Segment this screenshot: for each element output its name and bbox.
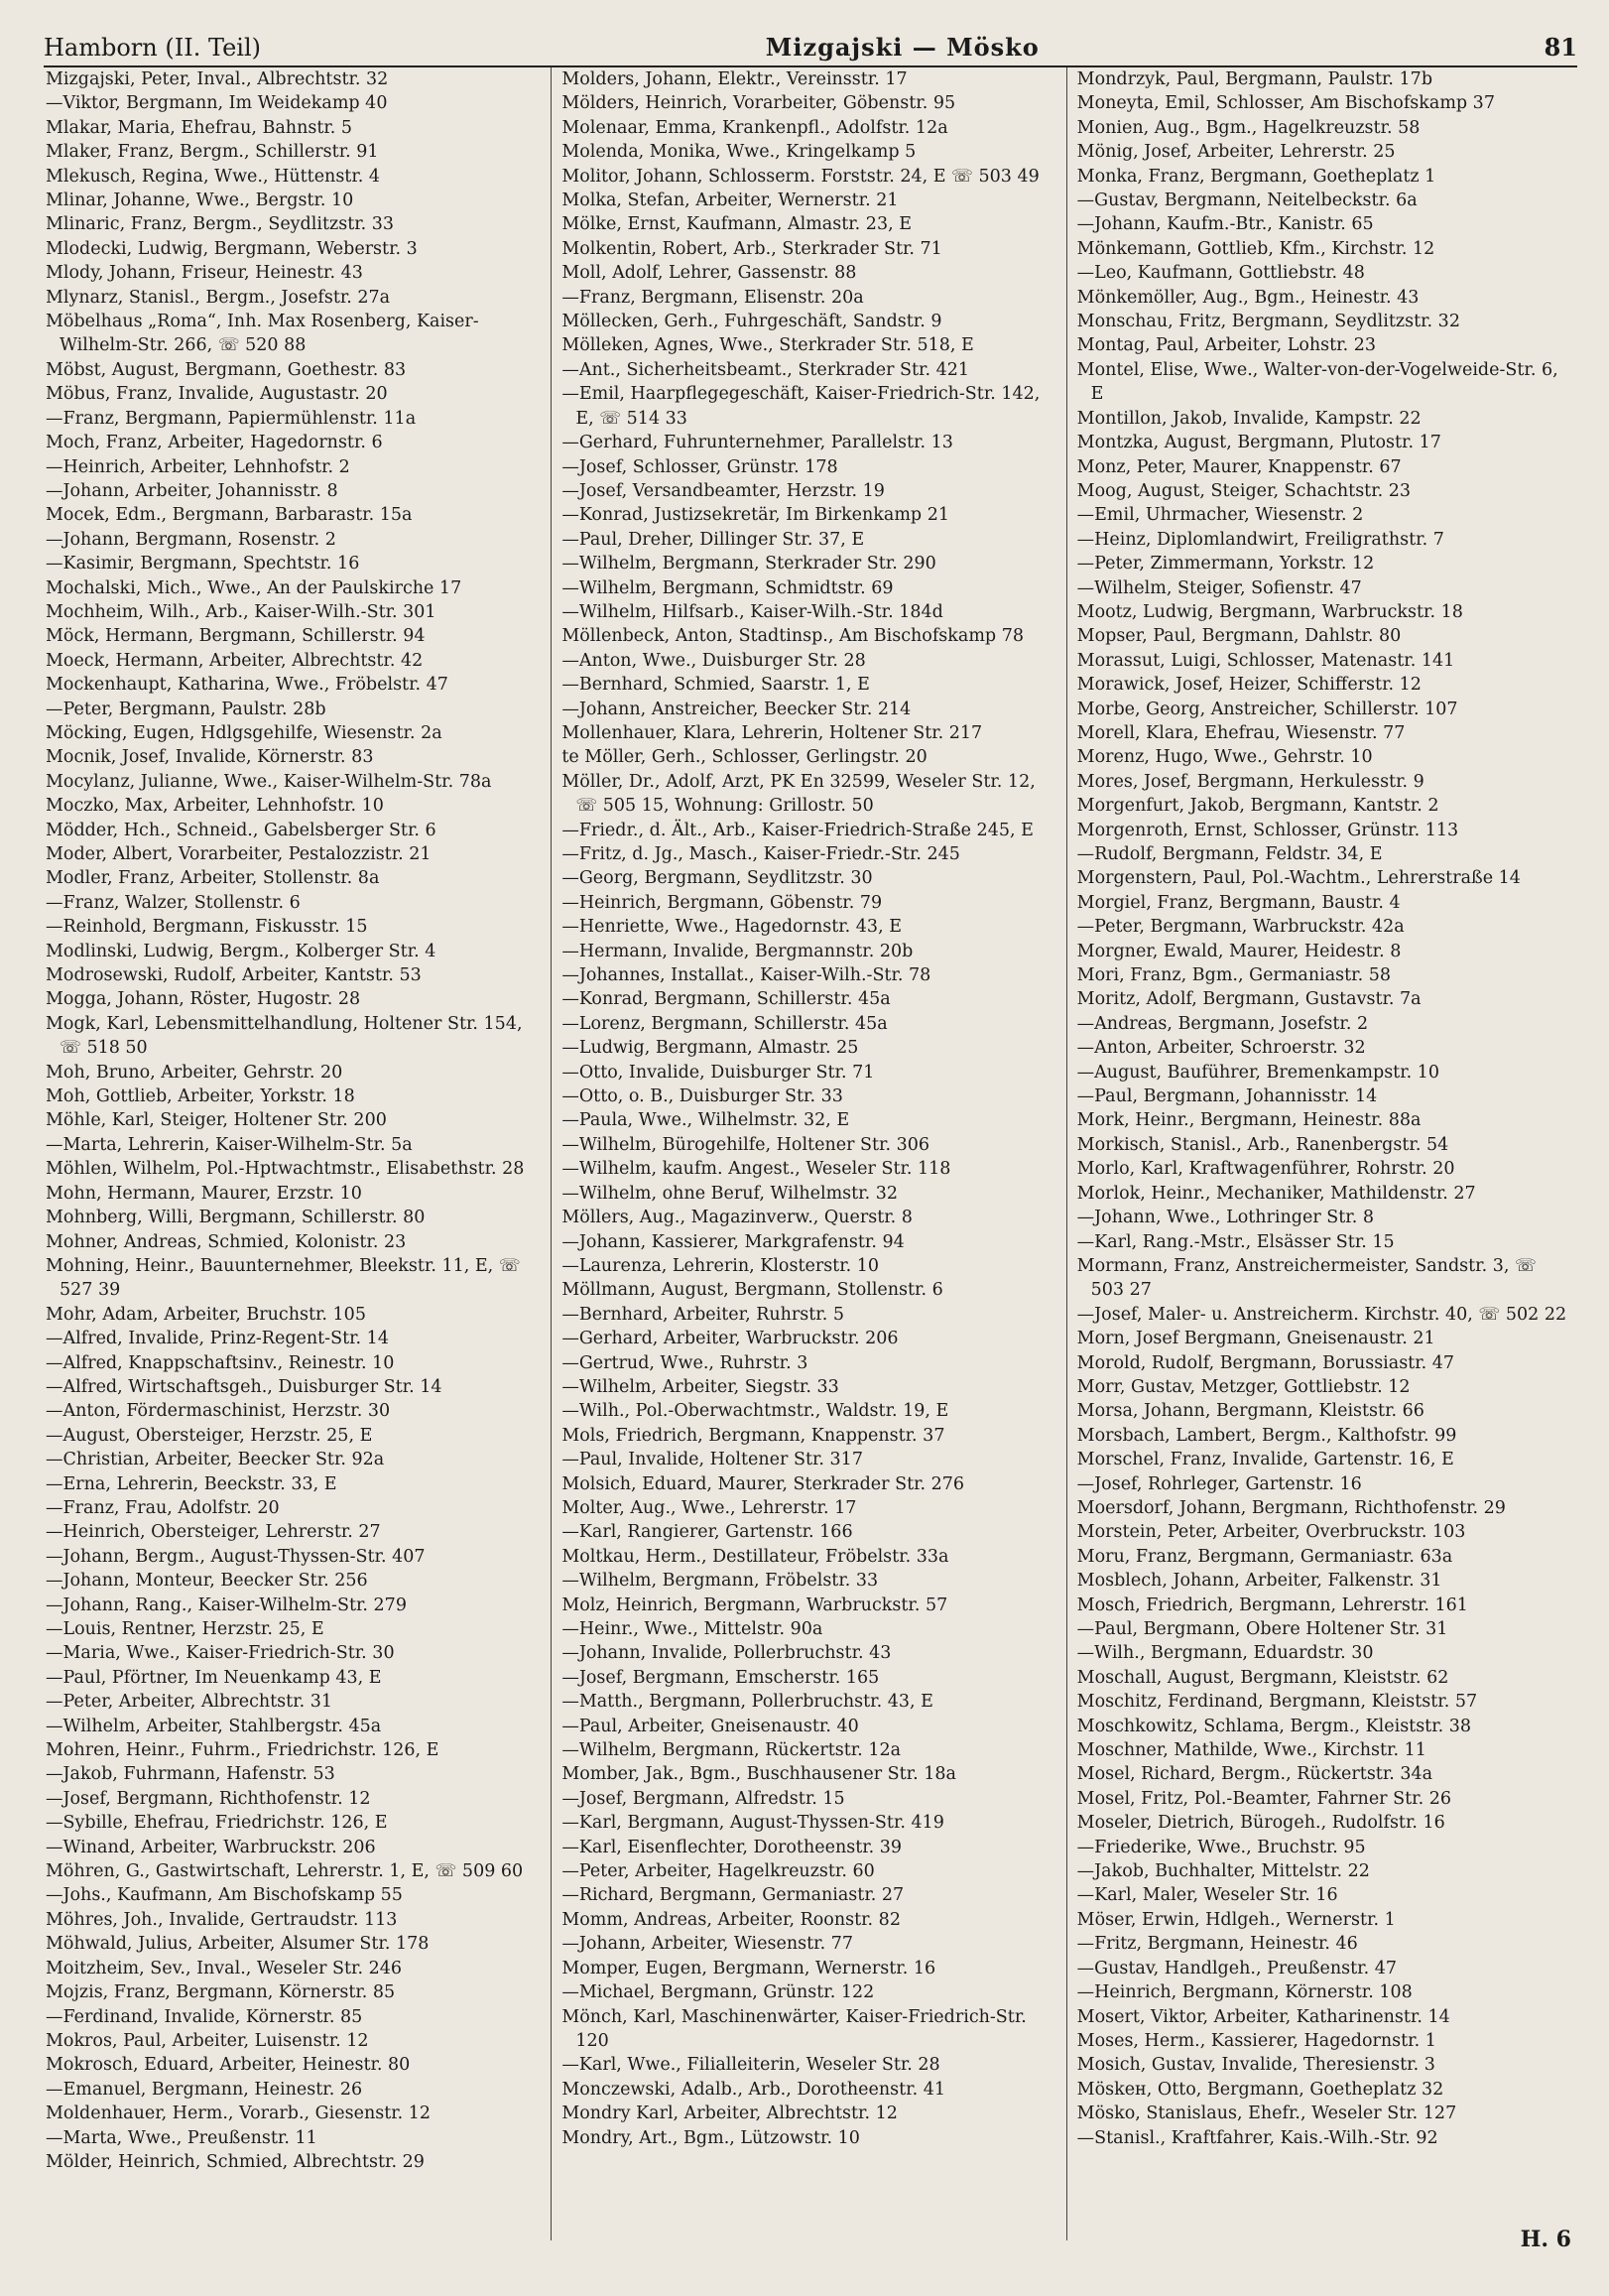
directory-entry: Moseler, Dietrich, Bürogeh., Rudolfstr. 16 — [1076, 1813, 1445, 1834]
directory-entry: —Paul, Pförtner, Im Neuenkamp 43, E — [46, 1667, 382, 1688]
directory-entry: —Alfred, Knappschaftsinv., Reinestr. 10 — [46, 1352, 395, 1373]
directory-entry: —Bernhard, Arbeiter, Ruhrstr. 5 — [561, 1304, 844, 1325]
directory-entry: Moch, Franz, Arbeiter, Hagedornstr. 6 — [46, 433, 383, 453]
header-range: Mizgajski — Mösko — [765, 33, 1040, 62]
directory-entry: Montzka, August, Bergmann, Plutostr. 17 — [1076, 433, 1441, 453]
directory-entry: —Leo, Kaufmann, Gottliebstr. 48 — [1076, 263, 1365, 284]
directory-entry: Morawick, Josef, Heizer, Schifferstr. 12 — [1076, 675, 1422, 696]
directory-entry: —Peter, Bergmann, Warbruckstr. 42a — [1076, 917, 1405, 938]
directory-entry: Moschkowitz, Schlama, Bergm., Kleiststr. 38 — [1076, 1716, 1472, 1736]
directory-entry: Mohner, Andreas, Schmied, Kolonistr. 23 — [46, 1231, 407, 1252]
directory-entry: Mölleken, Agnes, Wwe., Sterkrader Str. 518, E — [561, 335, 974, 356]
directory-entry: Morgiel, Franz, Bergmann, Baustr. 4 — [1076, 892, 1401, 913]
directory-entry: —Karl, Bergmann, August-Thyssen-Str. 419 — [561, 1813, 944, 1834]
directory-entry: Mlodecki, Ludwig, Bergmann, Weberstr. 3 — [46, 238, 418, 259]
directory-entry: Morn, Josef Bergmann, Gneisenaustr. 21 — [1076, 1329, 1435, 1349]
directory-entry: —Johann, Arbeiter, Johannisstr. 8 — [46, 480, 338, 501]
directory-entry: Mojzis, Franz, Bergmann, Körnerstr. 85 — [46, 1982, 396, 2003]
directory-entry: Mocylanz, Julianne, Wwe., Kaiser-Wilhelm-Str. 78a — [46, 771, 492, 792]
directory-entry: Mormann, Franz, Anstreichermeister, Sandstr. 3, ☏ 503 27 — [1076, 1255, 1537, 1301]
directory-entry: Mori, Franz, Bgm., Germaniastr. 58 — [1076, 965, 1391, 986]
directory-entry: —Karl, Rangierer, Gartenstr. 166 — [561, 1522, 853, 1543]
directory-entry: —Franz, Bergmann, Elisenstr. 20a — [561, 287, 864, 308]
directory-entry: Mosel, Richard, Bergm., Rückertstr. 34a — [1076, 1764, 1433, 1785]
directory-entry: te Möller, Gerh., Schlosser, Gerlingstr. 20 — [561, 747, 928, 768]
directory-entry: Morgner, Ewald, Maurer, Heidestr. 8 — [1076, 941, 1402, 961]
directory-entry: Molsich, Eduard, Maurer, Sterkrader Str. 276 — [561, 1473, 965, 1494]
directory-entry: —Franz, Walzer, Stollenstr. 6 — [46, 892, 301, 913]
directory-entry: Mochalski, Mich., Wwe., An der Paulskirche 17 — [46, 577, 462, 598]
directory-entry: Möskeн, Otto, Bergmann, Goetheplatz 32 — [1076, 2079, 1444, 2100]
directory-entry: —Johann, Wwe., Lothringer Str. 8 — [1076, 1208, 1374, 1228]
directory-entry: —Kasimir, Bergmann, Spechtstr. 16 — [46, 554, 360, 574]
directory-entry: Molter, Aug., Wwe., Lehrerstr. 17 — [561, 1497, 857, 1518]
directory-entry: Moersdorf, Johann, Bergmann, Richthofenstr. 29 — [1076, 1497, 1506, 1518]
directory-entry: —Friederike, Wwe., Bruchstr. 95 — [1076, 1837, 1366, 1857]
directory-entry: Mlinar, Johanne, Wwe., Bergstr. 10 — [46, 191, 354, 211]
directory-entry: Mohnberg, Willi, Bergmann, Schillerstr. 80 — [46, 1208, 426, 1228]
directory-entry: —Heinrich, Obersteiger, Lehrerstr. 27 — [46, 1522, 381, 1543]
directory-entry: —Karl, Maler, Weseler Str. 16 — [1076, 1885, 1338, 1906]
directory-entry: —Friedr., d. Ält., Arb., Kaiser-Friedrich-Straße 245, E — [561, 820, 1034, 840]
directory-entry: —Henriette, Wwe., Hagedornstr. 43, E — [561, 917, 902, 938]
directory-entry: Momber, Jak., Bgm., Buschhausener Str. 18a — [561, 1764, 956, 1785]
directory-entry: —Alfred, Invalide, Prinz-Regent-Str. 14 — [46, 1329, 389, 1349]
directory-entry: —August, Bauführer, Bremenkampstr. 10 — [1076, 1062, 1440, 1083]
directory-entry: Mlinaric, Franz, Bergm., Seydlitzstr. 33 — [46, 214, 395, 235]
directory-entry: —Josef, Maler- u. Anstreicherm. Kirchstr. 40, ☏ 502 22 — [1076, 1304, 1567, 1325]
directory-entry: —Gerhard, Fuhrunternehmer, Parallelstr. 13 — [561, 433, 953, 453]
directory-entry: Modlinski, Ludwig, Bergm., Kolberger Str. 4 — [46, 941, 436, 961]
directory-entry: Mosel, Fritz, Pol.-Beamter, Fahrner Str. 26 — [1076, 1788, 1451, 1809]
directory-entry: Mosert, Viktor, Arbeiter, Katharinenstr. 14 — [1076, 2006, 1450, 2027]
directory-entry: —Heinz, Diplomlandwirt, Freiligrathstr. 7 — [1076, 529, 1444, 550]
directory-entry: —Wilhelm, Bergmann, Schmidtstr. 69 — [561, 577, 894, 598]
directory-entry: Molz, Heinrich, Bergmann, Warbruckstr. 57 — [561, 1594, 948, 1615]
directory-entry: —Heinr., Wwe., Mittelstr. 90a — [561, 1619, 823, 1639]
column-2 — [551, 67, 1065, 2240]
directory-entry: —Johann, Kaufm.-Btr., Kanistr. 65 — [1076, 214, 1374, 235]
directory-entry: —August, Obersteiger, Herzstr. 25, E — [46, 1425, 373, 1446]
sheet-signature: H. 6 — [1520, 2227, 1571, 2252]
directory-entry: —Richard, Bergmann, Germaniastr. 27 — [561, 1885, 905, 1906]
directory-entry: Morstein, Peter, Arbeiter, Overbruckstr. 103 — [1076, 1522, 1466, 1543]
directory-entry: —Konrad, Bergmann, Schillerstr. 45a — [561, 989, 891, 1010]
directory-entry: —Fritz, d. Jg., Masch., Kaiser-Friedr.-Str. 245 — [561, 844, 960, 864]
directory-entry: —Hermann, Invalide, Bergmannstr. 20b — [561, 941, 914, 961]
directory-entry: Morenz, Hugo, Wwe., Gehrstr. 10 — [1076, 747, 1373, 768]
directory-entry: —Wilhelm, Hilfsarb., Kaiser-Wilh.-Str. 184d — [561, 601, 943, 622]
directory-entry: —Franz, Bergmann, Papiermühlenstr. 11a — [46, 408, 417, 429]
directory-entry: —Wilhelm, Bergmann, Rückertstr. 12a — [561, 1740, 902, 1761]
directory-entry: Mönkemann, Gottlieb, Kfm., Kirchstr. 12 — [1076, 238, 1435, 259]
directory-entry: Mootz, Ludwig, Bergmann, Warbruckstr. 18 — [1076, 601, 1463, 622]
directory-entry: —Josef, Versandbeamter, Herzstr. 19 — [561, 480, 885, 501]
directory-entry: Mlakar, Maria, Ehefrau, Bahnstr. 5 — [46, 117, 353, 138]
directory-entry: —Heinrich, Bergmann, Göbenstr. 79 — [561, 892, 883, 913]
directory-entry: —Paul, Bergmann, Johannisstr. 14 — [1076, 1086, 1378, 1107]
directory-entry: —Erna, Lehrerin, Beeckstr. 33, E — [46, 1473, 337, 1494]
directory-entry: Mondry Karl, Arbeiter, Albrechtstr. 12 — [561, 2104, 898, 2124]
directory-entry: Morr, Gustav, Metzger, Gottliebstr. 12 — [1076, 1376, 1411, 1397]
directory-entry: —Karl, Rang.-Mstr., Elsässer Str. 15 — [1076, 1231, 1395, 1252]
directory-entry: Mork, Heinr., Bergmann, Heinestr. 88a — [1076, 1110, 1422, 1131]
directory-entry: —Johann, Invalide, Pollerbruchstr. 43 — [561, 1643, 892, 1664]
directory-entry: —Gerhard, Arbeiter, Warbruckstr. 206 — [561, 1329, 899, 1349]
directory-entry: Montillon, Jakob, Invalide, Kampstr. 22 — [1076, 408, 1422, 429]
directory-entry: Morold, Rudolf, Bergmann, Borussiastr. 47 — [1076, 1352, 1455, 1373]
directory-entry: Mochheim, Wilh., Arb., Kaiser-Wilh.-Str. 301 — [46, 601, 436, 622]
page-number: 81 — [1544, 33, 1577, 62]
directory-entry: Mocek, Edm., Bergmann, Barbarastr. 15a — [46, 505, 413, 526]
directory-entry: Moog, August, Steiger, Schachtstr. 23 — [1076, 480, 1412, 501]
directory-entry: Mopser, Paul, Bergmann, Dahlstr. 80 — [1076, 626, 1402, 647]
directory-entry: —Wilhelm, Bürogehilfe, Holtener Str. 306 — [561, 1134, 929, 1155]
directory-entry: Möhren, G., Gastwirtschaft, Lehrerstr. 1, E, ☏ 509 60 — [46, 1861, 524, 1882]
directory-entry: —Christian, Arbeiter, Beecker Str. 92a — [46, 1450, 385, 1470]
directory-entry: Mölke, Ernst, Kaufmann, Almastr. 23, E — [561, 214, 912, 235]
directory-entry: Morlok, Heinr., Mechaniker, Mathildenstr. 27 — [1076, 1183, 1476, 1204]
directory-entry: Mollenhauer, Klara, Lehrerin, Holtener Str. 217 — [561, 722, 983, 743]
directory-entry: —Lorenz, Bergmann, Schillerstr. 45a — [561, 1013, 888, 1034]
directory-entry: Möhlen, Wilhelm, Pol.-Hptwachtmstr., Elisabethstr. 28 — [46, 1159, 525, 1180]
directory-entry: Molitor, Johann, Schlosserm. Forststr. 24, E ☏ 503 49 — [561, 166, 1040, 187]
directory-entry: —Wilh., Bergmann, Eduardstr. 30 — [1076, 1643, 1374, 1664]
directory-entry: Moschitz, Ferdinand, Bergmann, Kleiststr. 57 — [1076, 1692, 1478, 1713]
directory-entry: Molkentin, Robert, Arb., Sterkrader Str. 71 — [561, 238, 942, 259]
directory-entry: —Michael, Bergmann, Grünstr. 122 — [561, 1982, 875, 2003]
directory-entry: —Ant., Sicherheitsbeamt., Sterkrader Str. 421 — [561, 359, 970, 380]
directory-entry: —Emil, Haarpflegegeschäft, Kaiser-Friedrich-Str. 142, E, ☏ 514 33 — [561, 384, 1041, 429]
directory-entry: —Johann, Bergm., August-Thyssen-Str. 407 — [46, 1546, 426, 1567]
directory-entry: —Bernhard, Schmied, Saarstr. 1, E — [561, 675, 870, 696]
directory-entry: Mönig, Josef, Arbeiter, Lehrerstr. 25 — [1076, 142, 1396, 163]
directory-entry: —Marta, Lehrerin, Kaiser-Wilhelm-Str. 5a — [46, 1134, 413, 1155]
directory-entry: Mocnik, Josef, Invalide, Körnerstr. 83 — [46, 747, 374, 768]
directory-entry: Morell, Klara, Ehefrau, Wiesenstr. 77 — [1076, 722, 1406, 743]
directory-entry: —Johann, Rang., Kaiser-Wilhelm-Str. 279 — [46, 1594, 407, 1615]
directory-entry: —Peter, Arbeiter, Hagelkreuzstr. 60 — [561, 1861, 875, 1882]
directory-entry: Möllers, Aug., Magazinverw., Querstr. 8 — [561, 1208, 913, 1228]
directory-entry: —Reinhold, Bergmann, Fiskusstr. 15 — [46, 917, 368, 938]
directory-entry: Morsbach, Lambert, Bergm., Kalthofstr. 99 — [1076, 1425, 1457, 1446]
directory-entry: Mohren, Heinr., Fuhrm., Friedrichstr. 126, E — [46, 1740, 439, 1761]
directory-entry: —Paul, Bergmann, Obere Holtener Str. 31 — [1076, 1619, 1448, 1639]
directory-entry: —Viktor, Bergmann, Im Weidekamp 40 — [46, 93, 388, 114]
directory-entry: Mogk, Karl, Lebensmittelhandlung, Holtener Str. 154, ☏ 518 50 — [46, 1013, 523, 1059]
directory-entry: —Otto, Invalide, Duisburger Str. 71 — [561, 1062, 875, 1083]
directory-entry: —Jakob, Buchhalter, Mittelstr. 22 — [1076, 1861, 1370, 1882]
directory-entry: —Josef, Schlosser, Grünstr. 178 — [561, 456, 838, 477]
directory-entry: —Wilhelm, Arbeiter, Stahlbergstr. 45a — [46, 1716, 382, 1736]
directory-entry: Möcking, Eugen, Hdlgsgehilfe, Wiesenstr. 2a — [46, 722, 442, 743]
directory-entry: Moschall, August, Bergmann, Kleiststr. 62 — [1076, 1667, 1449, 1688]
directory-entry: Moitzheim, Sev., Inval., Weseler Str. 246 — [46, 1958, 403, 1978]
directory-entry: Mohn, Hermann, Maurer, Erzstr. 10 — [46, 1183, 362, 1204]
directory-entry: Monka, Franz, Bergmann, Goetheplatz 1 — [1076, 166, 1436, 187]
directory-entry: —Heinrich, Bergmann, Körnerstr. 108 — [1076, 1982, 1413, 2003]
directory-entry: —Johs., Kaufmann, Am Bischofskamp 55 — [46, 1885, 403, 1906]
directory-entry: —Jakob, Fuhrmann, Hafenstr. 53 — [46, 1764, 335, 1785]
directory-entry: Mlynarz, Stanisl., Bergm., Josefstr. 27a — [46, 287, 391, 308]
directory-entry: —Johann, Arbeiter, Wiesenstr. 77 — [561, 1934, 853, 1955]
directory-entry: Moses, Herm., Kassierer, Hagedornstr. 1 — [1076, 2030, 1436, 2051]
directory-entry: —Wilh., Pol.-Oberwachtmstr., Waldstr. 19, E — [561, 1401, 949, 1422]
directory-entry: Mönch, Karl, Maschinenwärter, Kaiser-Friedrich-Str. 120 — [561, 2006, 1027, 2051]
directory-entry: Monczewski, Adalb., Arb., Dorotheenstr. 41 — [561, 2079, 945, 2100]
directory-entry: Moll, Adolf, Lehrer, Gassenstr. 88 — [561, 263, 857, 284]
directory-entry: —Winand, Arbeiter, Warbruckstr. 206 — [46, 1837, 376, 1857]
directory-entry: —Anton, Arbeiter, Schroerstr. 32 — [1076, 1038, 1366, 1059]
directory-entry: Morschel, Franz, Invalide, Gartenstr. 16, E — [1076, 1450, 1454, 1470]
directory-entry: Mönkemöller, Aug., Bgm., Heinestr. 43 — [1076, 287, 1420, 308]
directory-entry: Mondrzyk, Paul, Bergmann, Paulstr. 17b — [1076, 69, 1433, 89]
directory-entry: Moeck, Hermann, Arbeiter, Albrechtstr. 42 — [46, 650, 424, 671]
directory-entry: —Johann, Bergmann, Rosenstr. 2 — [46, 529, 336, 550]
directory-entry: Mosblech, Johann, Arbeiter, Falkenstr. 31 — [1076, 1571, 1442, 1592]
directory-entry: Montag, Paul, Arbeiter, Lohstr. 23 — [1076, 335, 1376, 356]
header-city: Hamborn (II. Teil) — [44, 34, 262, 62]
directory-entry: Moder, Albert, Vorarbeiter, Pestalozzistr. 21 — [46, 844, 432, 864]
directory-entry: Morgenfurt, Jakob, Bergmann, Kantstr. 2 — [1076, 796, 1439, 817]
page-header — [44, 22, 1577, 67]
directory-entry: Möck, Hermann, Bergmann, Schillerstr. 94 — [46, 626, 426, 647]
directory-entry: —Rudolf, Bergmann, Feldstr. 34, E — [1076, 844, 1383, 864]
directory-entry: Möhwald, Julius, Arbeiter, Alsumer Str. 178 — [46, 1934, 430, 1955]
directory-entry: Moschner, Mathilde, Wwe., Kirchstr. 11 — [1076, 1740, 1426, 1761]
directory-entry: Momm, Andreas, Arbeiter, Roonstr. 82 — [561, 1909, 901, 1930]
directory-entry: Morgenstern, Paul, Pol.-Wachtm., Lehrerstraße 14 — [1076, 868, 1521, 889]
directory-entry: Mosch, Friedrich, Bergmann, Lehrerstr. 161 — [1076, 1594, 1468, 1615]
directory-entry: Mohning, Heinr., Bauunternehmer, Bleekstr. 11, E, ☏ 527 39 — [46, 1255, 521, 1301]
column-1 — [36, 67, 551, 2240]
directory-entry: —Anton, Fördermaschinist, Herzstr. 30 — [46, 1401, 391, 1422]
directory-entry: —Paul, Dreher, Dillinger Str. 37, E — [561, 529, 865, 550]
directory-entry: —Franz, Frau, Adolfstr. 20 — [46, 1497, 280, 1518]
directory-entry: Morlo, Karl, Kraftwagenführer, Rohrstr. 20 — [1076, 1159, 1455, 1180]
directory-entry: —Gustav, Handlgeh., Preußenstr. 47 — [1076, 1958, 1398, 1978]
directory-entry: —Ferdinand, Invalide, Körnerstr. 85 — [46, 2006, 363, 2027]
directory-entry: Möhle, Karl, Steiger, Holtener Str. 200 — [46, 1110, 387, 1131]
directory-entry: —Josef, Bergmann, Alfredstr. 15 — [561, 1788, 845, 1809]
directory-entry: —Georg, Bergmann, Seydlitzstr. 30 — [561, 868, 873, 889]
directory-entry: Morgenroth, Ernst, Schlosser, Grünstr. 113 — [1076, 820, 1459, 840]
directory-entry: Möbus, Franz, Invalide, Augustastr. 20 — [46, 384, 388, 405]
directory-entry: Moru, Franz, Bergmann, Germaniastr. 63a — [1076, 1546, 1453, 1567]
directory-entry: Moneyta, Emil, Schlosser, Am Bischofskamp 37 — [1076, 93, 1495, 114]
directory-entry: Moltkau, Herm., Destillateur, Fröbelstr. 33a — [561, 1546, 949, 1567]
directory-entry: Moritz, Adolf, Bergmann, Gustavstr. 7a — [1076, 989, 1422, 1010]
directory-entry: —Johann, Kassierer, Markgrafenstr. 94 — [561, 1231, 905, 1252]
directory-entry: —Paula, Wwe., Wilhelmstr. 32, E — [561, 1110, 850, 1131]
directory-entry: Morassut, Luigi, Schlosser, Matenastr. 141 — [1076, 650, 1455, 671]
directory-entry: Modler, Franz, Arbeiter, Stollenstr. 8a — [46, 868, 380, 889]
directory-entry: —Gertrud, Wwe., Ruhrstr. 3 — [561, 1352, 808, 1373]
directory-entry: —Wilhelm, kaufm. Angest., Weseler Str. 118 — [561, 1159, 951, 1180]
directory-entry: —Heinrich, Arbeiter, Lehnhofstr. 2 — [46, 456, 350, 477]
directory-entry: —Anton, Wwe., Duisburger Str. 28 — [561, 650, 866, 671]
directory-entry: Möllenbeck, Anton, Stadtinsp., Am Bischofskamp 78 — [561, 626, 1024, 647]
directory-entry: Molenaar, Emma, Krankenpfl., Adolfstr. 12a — [561, 117, 948, 138]
directory-entry: —Paul, Invalide, Holtener Str. 317 — [561, 1450, 863, 1470]
directory-entry: —Louis, Rentner, Herzstr. 25, E — [46, 1619, 324, 1639]
directory-entry: —Alfred, Wirtschaftsgeh., Duisburger Str. 14 — [46, 1376, 442, 1397]
directory-entry: —Peter, Arbeiter, Albrechtstr. 31 — [46, 1692, 333, 1713]
column-3 — [1066, 67, 1581, 2240]
directory-entry: Möbelhaus „Roma“, Inh. Max Rosenberg, Kaiser-Wilhelm-Str. 266, ☏ 520 88 — [46, 312, 479, 356]
directory-entry: Mizgajski, Peter, Inval., Albrechtstr. 32 — [46, 69, 389, 89]
directory-entry: —Peter, Bergmann, Paulstr. 28b — [46, 699, 326, 719]
directory-entry: —Paul, Arbeiter, Gneisenaustr. 40 — [561, 1716, 859, 1736]
directory-entry: Monien, Aug., Bgm., Hagelkreuzstr. 58 — [1076, 117, 1421, 138]
directory-entry: —Josef, Rohrleger, Gartenstr. 16 — [1076, 1473, 1362, 1494]
directory-entry: Modrosewski, Rudolf, Arbeiter, Kantstr. 53 — [46, 965, 422, 986]
directory-entry: Moldenhauer, Herm., Vorarb., Giesenstr. 12 — [46, 2104, 432, 2124]
directory-entry: Monschau, Fritz, Bergmann, Seydlitzstr. 32 — [1076, 312, 1460, 332]
directory-entry: Momper, Eugen, Bergmann, Wernerstr. 16 — [561, 1958, 936, 1978]
directory-entry: —Wilhelm, Bergmann, Fröbelstr. 33 — [561, 1571, 879, 1592]
directory-entry: —Peter, Zimmermann, Yorkstr. 12 — [1076, 554, 1375, 574]
directory-entry: Mlekusch, Regina, Wwe., Hüttenstr. 4 — [46, 166, 381, 187]
directory-entry: Mockenhaupt, Katharina, Wwe., Fröbelstr. 47 — [46, 675, 448, 696]
directory-entry: —Johann, Anstreicher, Beecker Str. 214 — [561, 699, 912, 719]
directory-columns — [36, 67, 1581, 2240]
directory-entry: Mokrosch, Eduard, Arbeiter, Heinestr. 80 — [46, 2055, 411, 2076]
directory-entry: Montel, Elise, Wwe., Walter-von-der-Vogelweide-Str. 6, E — [1076, 359, 1558, 405]
directory-entry: —Otto, o. B., Duisburger Str. 33 — [561, 1086, 843, 1107]
directory-entry: Monz, Peter, Maurer, Knappenstr. 67 — [1076, 456, 1402, 477]
directory-entry: —Wilhelm, ohne Beruf, Wilhelmstr. 32 — [561, 1183, 899, 1204]
directory-entry: Mogga, Johann, Röster, Hugostr. 28 — [46, 989, 361, 1010]
directory-entry: —Konrad, Justizsekretär, Im Birkenkamp 21 — [561, 505, 949, 526]
directory-entry: Moczko, Max, Arbeiter, Lehnhofstr. 10 — [46, 796, 384, 817]
directory-entry: Mondry, Art., Bgm., Lützowstr. 10 — [561, 2127, 860, 2148]
directory-entry: —Emil, Uhrmacher, Wiesenstr. 2 — [1076, 505, 1364, 526]
directory-entry: Molka, Stefan, Arbeiter, Wernerstr. 21 — [561, 191, 899, 211]
directory-entry: —Fritz, Bergmann, Heinestr. 46 — [1076, 1934, 1358, 1955]
directory-entry: —Marta, Wwe., Preußenstr. 11 — [46, 2127, 317, 2148]
directory-entry: —Johann, Monteur, Beecker Str. 256 — [46, 1571, 368, 1592]
directory-entry: Möllecken, Gerh., Fuhrgeschäft, Sandstr. 9 — [561, 312, 942, 332]
directory-entry: —Laurenza, Lehrerin, Klosterstr. 10 — [561, 1255, 880, 1276]
directory-entry: —Johannes, Installat., Kaiser-Wilh.-Str. 78 — [561, 965, 931, 986]
directory-entry: Molders, Johann, Elektr., Vereinsstr. 17 — [561, 69, 908, 89]
directory-entry: —Wilhelm, Steiger, Sofienstr. 47 — [1076, 577, 1362, 598]
directory-entry: —Wilhelm, Arbeiter, Siegstr. 33 — [561, 1376, 839, 1397]
directory-entry: Mödder, Hch., Schneid., Gabelsberger Str. 6 — [46, 820, 436, 840]
directory-entry: —Matth., Bergmann, Pollerbruchstr. 43, E — [561, 1692, 933, 1713]
directory-entry: Mokros, Paul, Arbeiter, Luisenstr. 12 — [46, 2030, 369, 2051]
directory-entry: Mohr, Adam, Arbeiter, Bruchstr. 105 — [46, 1304, 366, 1325]
directory-entry: —Gustav, Bergmann, Neitelbeckstr. 6a — [1076, 191, 1418, 211]
directory-entry: —Karl, Wwe., Filialleiterin, Weseler Str. 28 — [561, 2055, 940, 2076]
directory-entry: —Karl, Eisenflechter, Dorotheenstr. 39 — [561, 1837, 903, 1857]
directory-entry: Möllmann, August, Bergmann, Stollenstr. 6 — [561, 1280, 943, 1301]
directory-entry: Mölders, Heinrich, Vorarbeiter, Göbenstr. 95 — [561, 93, 956, 114]
directory-entry: Mösko, Stanislaus, Ehefr., Weseler Str. 127 — [1076, 2104, 1457, 2124]
directory-entry: Mlaker, Franz, Bergm., Schillerstr. 91 — [46, 142, 379, 163]
directory-entry: Mores, Josef, Bergmann, Herkulesstr. 9 — [1076, 771, 1424, 792]
directory-entry: Morkisch, Stanisl., Arb., Ranenbergstr. 54 — [1076, 1134, 1449, 1155]
directory-entry: Moh, Bruno, Arbeiter, Gehrstr. 20 — [46, 1062, 343, 1083]
directory-entry: —Maria, Wwe., Kaiser-Friedrich-Str. 30 — [46, 1643, 395, 1664]
directory-entry: Möser, Erwin, Hdlgeh., Wernerstr. 1 — [1076, 1909, 1396, 1930]
directory-entry: Mols, Friedrich, Bergmann, Knappenstr. 37 — [561, 1425, 945, 1446]
directory-entry: Mosich, Gustav, Invalide, Theresienstr. 3 — [1076, 2055, 1435, 2076]
directory-entry: —Ludwig, Bergmann, Almastr. 25 — [561, 1038, 859, 1059]
directory-entry: Möhres, Joh., Invalide, Gertraudstr. 113 — [46, 1909, 398, 1930]
directory-entry: —Josef, Bergmann, Richthofenstr. 12 — [46, 1788, 371, 1809]
directory-entry: —Wilhelm, Bergmann, Sterkrader Str. 290 — [561, 554, 936, 574]
directory-entry: Morbe, Georg, Anstreicher, Schillerstr. 107 — [1076, 699, 1458, 719]
directory-entry: Morsa, Johann, Bergmann, Kleiststr. 66 — [1076, 1401, 1424, 1422]
directory-entry: Moh, Gottlieb, Arbeiter, Yorkstr. 18 — [46, 1086, 355, 1107]
directory-entry: —Stanisl., Kraftfahrer, Kais.-Wilh.-Str. 92 — [1076, 2127, 1438, 2148]
directory-entry: Mlody, Johann, Friseur, Heinestr. 43 — [46, 263, 363, 284]
directory-entry: —Emanuel, Bergmann, Heinestr. 26 — [46, 2079, 363, 2100]
directory-entry: —Andreas, Bergmann, Josefstr. 2 — [1076, 1013, 1369, 1034]
directory-entry: Mölder, Heinrich, Schmied, Albrechtstr. 29 — [46, 2151, 425, 2172]
directory-entry: —Josef, Bergmann, Emscherstr. 165 — [561, 1667, 880, 1688]
directory-entry: Möller, Dr., Adolf, Arzt, PK En 32599, Weseler Str. 12, ☏ 505 15, Wohnung: Grillostr. 50 — [561, 771, 1036, 817]
directory-entry: Möbst, August, Bergmann, Goethestr. 83 — [46, 359, 407, 380]
directory-entry: Molenda, Monika, Wwe., Kringelkamp 5 — [561, 142, 917, 163]
directory-entry: —Sybille, Ehefrau, Friedrichstr. 126, E — [46, 1813, 388, 1834]
